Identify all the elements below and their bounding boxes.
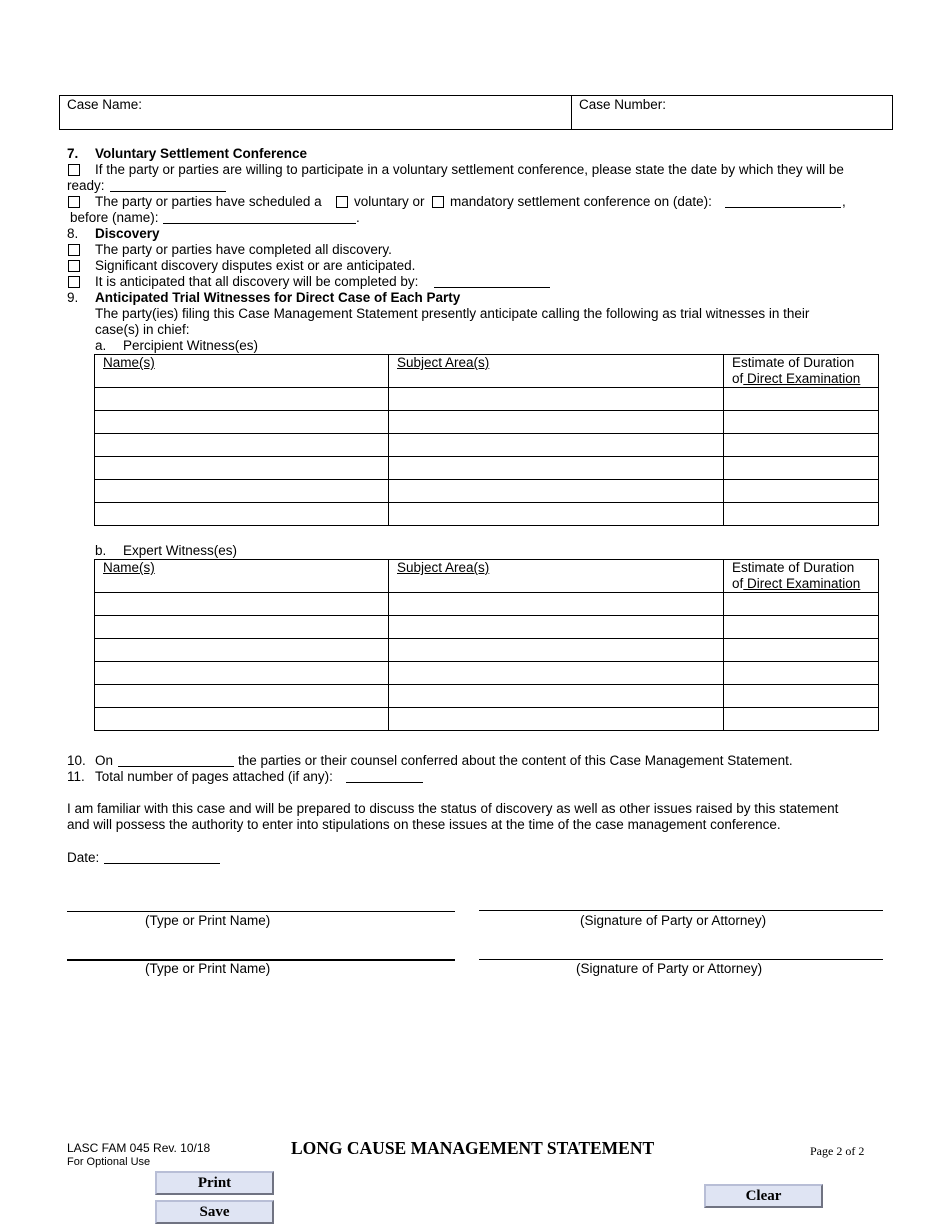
discovery-date-field[interactable]	[434, 275, 550, 288]
estimate-header: Estimate of Duration of Direct Examination	[724, 355, 879, 388]
estimate-header: Estimate of Duration of Direct Examination	[724, 560, 879, 593]
mandatory-text: mandatory settlement conference on (date):	[450, 194, 712, 209]
signature-caption-2: (Signature of Party or Attorney)	[576, 961, 763, 976]
table-row	[95, 411, 879, 434]
name-cell[interactable]	[95, 457, 389, 480]
estimate-cell[interactable]	[724, 708, 879, 731]
case-number-label: Case Number:	[579, 97, 667, 112]
names-header: Name(s)	[95, 355, 389, 388]
percipient-title: Percipient Witness(es)	[123, 338, 259, 353]
estimate-cell[interactable]	[724, 593, 879, 616]
table-row	[95, 708, 879, 731]
discovery-disputes-checkbox[interactable]	[68, 260, 80, 272]
name-cell[interactable]	[95, 662, 389, 685]
clear-button[interactable]: Clear	[704, 1184, 823, 1208]
table-row	[95, 593, 879, 616]
signature-line-1[interactable]	[479, 910, 883, 911]
name-cell[interactable]	[95, 616, 389, 639]
name-cell[interactable]	[95, 480, 389, 503]
table-row	[95, 503, 879, 526]
case-header-box	[59, 95, 893, 130]
section-7-title: Voluntary Settlement Conference	[95, 146, 308, 161]
section-9-number: 9.	[67, 290, 79, 305]
estimate-cell[interactable]	[724, 616, 879, 639]
estimate-cell[interactable]	[724, 411, 879, 434]
subject-cell[interactable]	[389, 662, 724, 685]
print-name-caption-1: (Type or Print Name)	[145, 913, 271, 928]
table-row	[95, 639, 879, 662]
section-9-intro-1: The party(ies) filing this Case Management Statement presently anticipate calling the following as trial witnesses in their	[95, 306, 810, 321]
estimate-cell[interactable]	[724, 503, 879, 526]
date-label: Date:	[67, 850, 100, 865]
table-header-row	[95, 560, 879, 593]
subject-cell[interactable]	[389, 480, 724, 503]
discovery-anticipated-text: It is anticipated that all discovery will be completed by:	[95, 274, 419, 289]
section-11-text: Total number of pages attached (if any):	[95, 769, 333, 784]
name-cell[interactable]	[95, 411, 389, 434]
name-cell[interactable]	[95, 708, 389, 731]
mandatory-checkbox[interactable]	[432, 196, 444, 208]
estimate-cell[interactable]	[724, 434, 879, 457]
subject-header: Subject Area(s)	[389, 355, 724, 388]
subject-cell[interactable]	[389, 639, 724, 662]
table-row	[95, 662, 879, 685]
section-8-number: 8.	[67, 226, 79, 241]
signature-caption-1: (Signature of Party or Attorney)	[580, 913, 767, 928]
willing-settlement-text: If the party or parties are willing to participate in a voluntary settlement conference, please state the date by which they will be	[95, 162, 844, 177]
print-button[interactable]: Print	[155, 1171, 274, 1195]
comma: ,	[842, 194, 846, 209]
subject-cell[interactable]	[389, 457, 724, 480]
conference-date-field[interactable]	[725, 195, 841, 208]
table-row	[95, 616, 879, 639]
table-row	[95, 685, 879, 708]
subject-cell[interactable]	[389, 434, 724, 457]
date-field[interactable]	[104, 851, 220, 864]
names-header: Name(s)	[95, 560, 389, 593]
estimate-cell[interactable]	[724, 639, 879, 662]
signature-line-2[interactable]	[479, 959, 883, 960]
section-10-prefix: On	[95, 753, 114, 768]
optional-use: For Optional Use	[67, 1156, 151, 1168]
discovery-completed-checkbox[interactable]	[68, 244, 80, 256]
before-name-label: before (name):	[70, 210, 159, 225]
name-cell[interactable]	[95, 388, 389, 411]
print-name-line-1[interactable]	[67, 911, 455, 912]
period: .	[356, 210, 360, 225]
declaration-line-2: and will possess the authority to enter into stipulations on these issues at the time of the case management conference.	[67, 817, 781, 832]
percipient-label: a.	[95, 338, 107, 353]
table-header-row	[95, 355, 879, 388]
subject-header: Subject Area(s)	[389, 560, 724, 593]
name-cell[interactable]	[95, 639, 389, 662]
table-row	[95, 388, 879, 411]
section-9-intro-2: case(s) in chief:	[95, 322, 190, 337]
section-8-title: Discovery	[95, 226, 160, 241]
estimate-cell[interactable]	[724, 662, 879, 685]
form-id: LASC FAM 045 Rev. 10/18	[67, 1141, 211, 1155]
name-cell[interactable]	[95, 593, 389, 616]
estimate-cell[interactable]	[724, 388, 879, 411]
estimate-cell[interactable]	[724, 685, 879, 708]
discovery-anticipated-checkbox[interactable]	[68, 276, 80, 288]
discovery-completed-text: The party or parties have completed all discovery.	[95, 242, 392, 257]
case-name-field[interactable]	[60, 96, 572, 129]
scheduled-text: The party or parties have scheduled a	[95, 194, 322, 209]
before-name-field[interactable]	[163, 211, 356, 224]
subject-cell[interactable]	[389, 503, 724, 526]
discovery-disputes-text: Significant discovery disputes exist or are anticipated.	[95, 258, 416, 273]
voluntary-text: voluntary or	[354, 194, 425, 209]
ready-label: ready:	[67, 178, 105, 193]
conferred-date-field[interactable]	[118, 754, 234, 767]
case-number-field[interactable]	[572, 96, 892, 129]
section-11-number: 11.	[67, 769, 85, 784]
expert-title: Expert Witness(es)	[123, 543, 238, 558]
form-title: LONG CAUSE MANAGEMENT STATEMENT	[291, 1138, 655, 1158]
page-number: Page 2 of 2	[810, 1144, 865, 1158]
save-button[interactable]: Save	[155, 1200, 274, 1224]
section-10-text: the parties or their counsel conferred about the content of this Case Management Statement.	[238, 753, 793, 768]
name-cell[interactable]	[95, 685, 389, 708]
subject-cell[interactable]	[389, 708, 724, 731]
estimate-cell[interactable]	[724, 480, 879, 503]
willing-settlement-checkbox[interactable]	[68, 164, 80, 176]
subject-cell[interactable]	[389, 593, 724, 616]
expert-witness-table	[94, 559, 879, 731]
print-name-caption-2: (Type or Print Name)	[145, 961, 271, 976]
subject-cell[interactable]	[389, 411, 724, 434]
pages-attached-field[interactable]	[346, 770, 423, 783]
subject-cell[interactable]	[389, 388, 724, 411]
section-10-number: 10.	[67, 753, 86, 768]
scheduled-conference-checkbox[interactable]	[68, 196, 80, 208]
case-name-label: Case Name:	[67, 97, 143, 112]
table-row	[95, 457, 879, 480]
expert-label: b.	[95, 543, 107, 558]
table-row	[95, 434, 879, 457]
voluntary-checkbox[interactable]	[336, 196, 348, 208]
percipient-witness-table	[94, 354, 879, 526]
table-row	[95, 480, 879, 503]
declaration-line-1: I am familiar with this case and will be prepared to discuss the status of discovery as well as other issues raised by this statement	[67, 801, 839, 816]
subject-cell[interactable]	[389, 685, 724, 708]
name-cell[interactable]	[95, 503, 389, 526]
estimate-cell[interactable]	[724, 457, 879, 480]
subject-cell[interactable]	[389, 616, 724, 639]
section-7-number: 7.	[67, 146, 79, 161]
ready-date-field[interactable]	[110, 179, 226, 192]
name-cell[interactable]	[95, 434, 389, 457]
section-9-title: Anticipated Trial Witnesses for Direct Case of Each Party	[95, 290, 461, 305]
